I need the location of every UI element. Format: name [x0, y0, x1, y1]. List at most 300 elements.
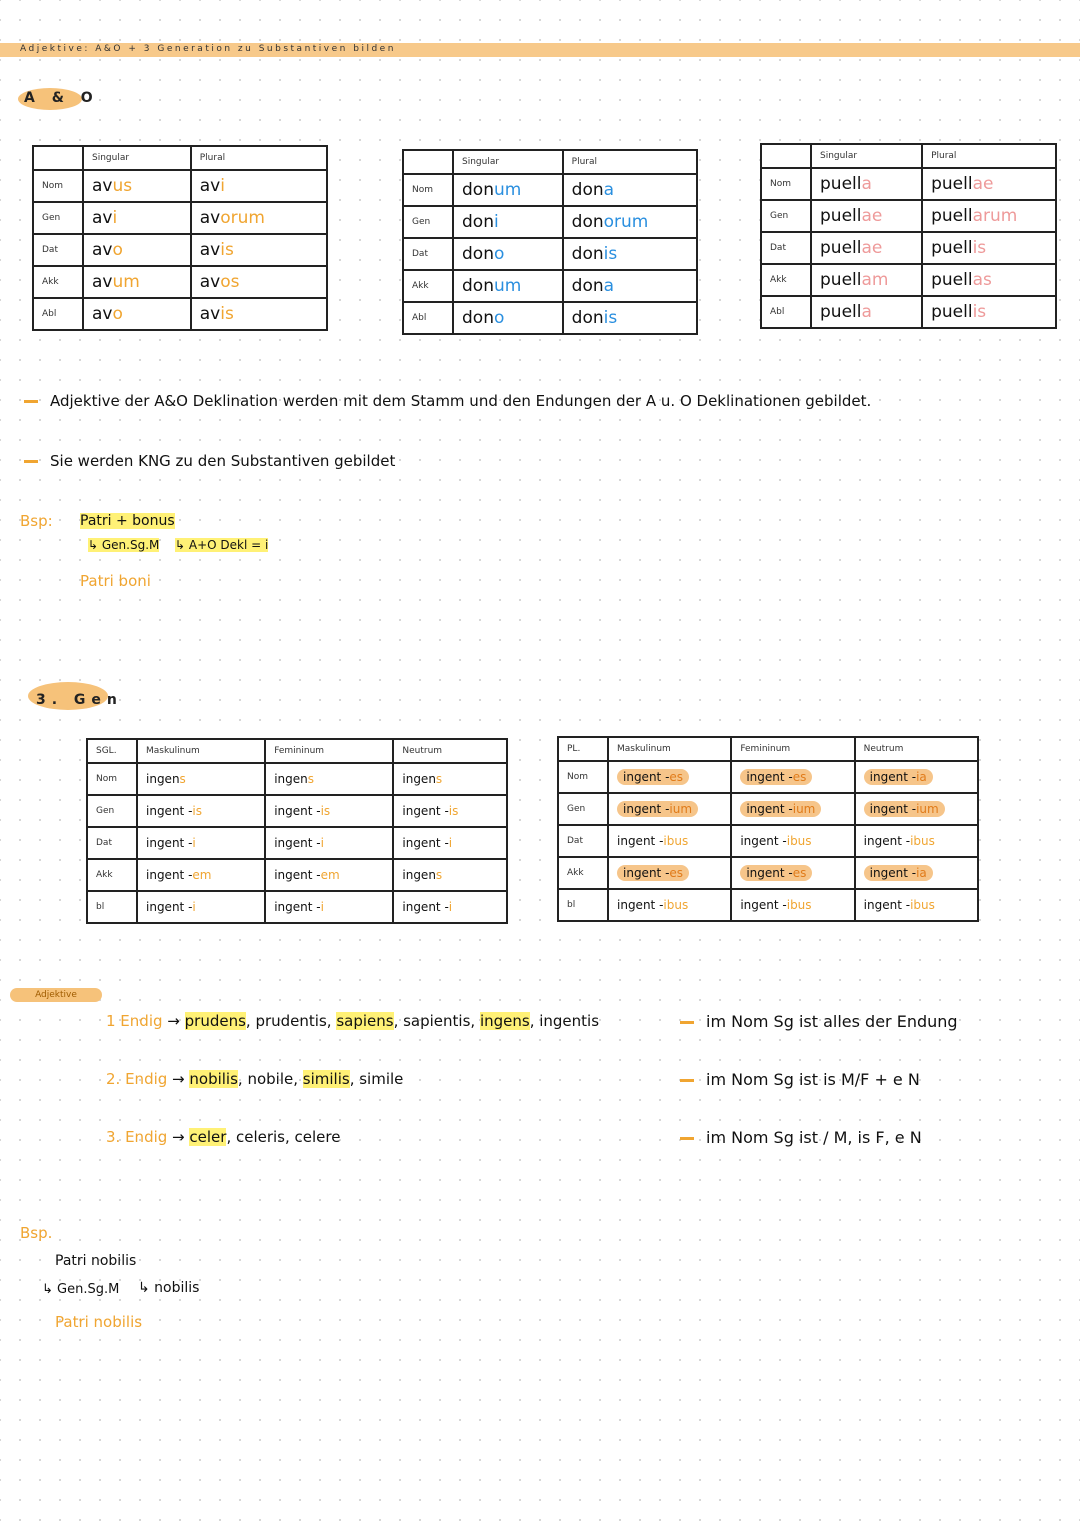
- ending-rule-2: [680, 1070, 920, 1089]
- word-ending: is: [320, 804, 331, 818]
- case-label: Nom: [558, 761, 608, 793]
- word-cell: [453, 174, 563, 206]
- example1-label: Bsp:: [20, 512, 53, 530]
- word-stem: don: [571, 212, 604, 232]
- word-ending: us: [112, 176, 133, 196]
- word-ending: is: [603, 244, 618, 264]
- word-form: [146, 900, 196, 914]
- word-stem: av: [92, 208, 113, 228]
- header-cell: Singular: [83, 146, 191, 170]
- table-row: [33, 298, 327, 330]
- word-stem: ingent -: [746, 770, 793, 784]
- case-label: Abl: [761, 296, 811, 328]
- ending-word: , prudentis: [245, 1012, 327, 1030]
- word-ending: ae: [861, 206, 883, 226]
- word-ending: is: [220, 304, 234, 324]
- table-row: [403, 206, 697, 238]
- word-stem: ingent -: [746, 866, 793, 880]
- case-label: Akk: [87, 859, 137, 891]
- word-ending: ia: [916, 866, 927, 880]
- word-cell: [137, 859, 265, 891]
- word-form: [274, 836, 324, 850]
- word-cell: [811, 232, 922, 264]
- word-ending: i: [192, 900, 196, 914]
- word-form: [617, 865, 689, 881]
- word-stem: ingent -: [402, 900, 449, 914]
- word-stem: don: [571, 276, 604, 296]
- word-stem: don: [462, 212, 494, 232]
- table-row: [761, 296, 1056, 328]
- bullet-dash: [24, 400, 38, 403]
- word-ending: o: [493, 308, 505, 328]
- word-form: [740, 834, 811, 848]
- word-ending: es: [669, 770, 684, 784]
- word-form: [146, 804, 202, 818]
- word-cell: [731, 793, 854, 825]
- word-cell: [855, 793, 978, 825]
- header-cell: [403, 150, 453, 174]
- word-stem: ingent -: [617, 834, 664, 848]
- table-row: [87, 891, 507, 923]
- header-cell: [33, 146, 83, 170]
- word-stem: ingent -: [869, 866, 917, 880]
- word-stem: av: [199, 272, 221, 292]
- word-form: [146, 836, 196, 850]
- word-stem: ingen: [146, 772, 180, 786]
- word-form: [864, 769, 933, 785]
- ending-label: 2. Endig: [106, 1070, 168, 1088]
- word-stem: ingent -: [274, 900, 321, 914]
- note-2: [24, 452, 395, 470]
- case-label: Akk: [403, 270, 453, 302]
- word-stem: av: [199, 208, 221, 228]
- word-stem: av: [199, 240, 221, 260]
- table-row: [761, 264, 1056, 296]
- table-row: [403, 270, 697, 302]
- word-cell: [922, 168, 1056, 200]
- word-form: [146, 772, 186, 786]
- word-cell: [265, 859, 393, 891]
- word-cell: [453, 302, 563, 334]
- word-stem: puell: [820, 238, 862, 258]
- section-3gen-title: 3. Gen: [36, 692, 123, 708]
- example2-analysis2: ↳ nobilis: [138, 1280, 200, 1296]
- word-cell: [922, 264, 1056, 296]
- note-1: [24, 392, 871, 410]
- word-form: [617, 898, 688, 912]
- word-stem: don: [462, 308, 494, 328]
- declension-table-n: [402, 149, 698, 335]
- word-form: [617, 769, 689, 785]
- word-ending: is: [192, 804, 202, 818]
- example1-analysis1-text: ↳ Gen.Sg.M: [88, 538, 160, 552]
- word-cell: [393, 827, 507, 859]
- word-cell: [811, 296, 922, 328]
- word-ending: ibus: [663, 834, 689, 848]
- word-stem: puell: [931, 174, 973, 194]
- page-title: Adjektive: A&O + 3 Generation zu Substantiven bilden: [20, 44, 396, 54]
- word-stem: ingent -: [402, 804, 449, 818]
- word-form: [864, 865, 933, 881]
- word-ending: i: [320, 836, 324, 850]
- word-stem: don: [462, 244, 494, 264]
- word-cell: [922, 232, 1056, 264]
- ending-word: ,: [470, 1012, 480, 1030]
- word-cell: [563, 206, 697, 238]
- word-ending: s: [307, 772, 314, 786]
- word-stem: ingent -: [740, 834, 787, 848]
- ending-word: ingens: [479, 1012, 530, 1030]
- example2-phrase: Patri nobilis: [55, 1253, 137, 1269]
- bullet-dash: [24, 460, 38, 463]
- word-cell: [855, 825, 978, 857]
- word-ending: o: [112, 240, 123, 260]
- word-cell: [608, 889, 731, 921]
- ending-word: , simile: [349, 1070, 404, 1088]
- word-stem: ingent -: [617, 898, 664, 912]
- word-stem: don: [571, 244, 604, 264]
- word-stem: ingent -: [869, 802, 917, 816]
- ending-word: similis: [302, 1070, 350, 1088]
- word-cell: [922, 296, 1056, 328]
- word-cell: [811, 168, 922, 200]
- example1-analysis2: [175, 538, 268, 552]
- case-label: Nom: [403, 174, 453, 206]
- word-cell: [563, 238, 697, 270]
- table-header-row: [403, 150, 697, 174]
- word-cell: [83, 234, 191, 266]
- note-2-text: Sie werden KNG zu den Substantiven gebildet: [50, 452, 396, 470]
- word-cell: [453, 270, 563, 302]
- header-cell: Femininum: [731, 737, 854, 761]
- table-header-row: [87, 739, 507, 763]
- case-label: Abl: [403, 302, 453, 334]
- example1-analysis1: [88, 538, 159, 552]
- table-row: [33, 234, 327, 266]
- example2-analysis1: ↳ Gen.Sg.M: [42, 1282, 120, 1297]
- header-cell: SGL.: [87, 739, 137, 763]
- case-label: Dat: [558, 825, 608, 857]
- word-ending: ibus: [786, 834, 812, 848]
- word-form: [740, 865, 812, 881]
- word-cell: [855, 857, 978, 889]
- word-form: [402, 868, 442, 882]
- table-header-row: [558, 737, 978, 761]
- table-row: [558, 857, 978, 889]
- word-stem: ingent -: [146, 868, 193, 882]
- word-cell: [811, 264, 922, 296]
- header-cell: [761, 144, 811, 168]
- word-stem: puell: [820, 270, 862, 290]
- case-label: Nom: [33, 170, 83, 202]
- table-header-row: [761, 144, 1056, 168]
- word-ending: i: [220, 176, 225, 196]
- word-ending: um: [493, 180, 522, 200]
- word-cell: [137, 891, 265, 923]
- word-cell: [83, 170, 191, 202]
- word-form: [617, 801, 698, 817]
- header-cell: Neutrum: [393, 739, 507, 763]
- word-stem: puell: [820, 174, 862, 194]
- bullet-dash: [680, 1137, 694, 1140]
- word-ending: i: [192, 836, 196, 850]
- word-cell: [191, 298, 327, 330]
- word-stem: ingent -: [274, 868, 321, 882]
- word-stem: puell: [820, 302, 862, 322]
- ending-line-2: [106, 1070, 403, 1088]
- header-cell: Femininum: [265, 739, 393, 763]
- adjektive-label: Adjektive: [10, 988, 102, 1002]
- bullet-dash: [680, 1079, 694, 1082]
- word-cell: [453, 238, 563, 270]
- word-ending: ium: [792, 802, 816, 816]
- word-stem: puell: [931, 270, 973, 290]
- word-ending: a: [603, 276, 615, 296]
- word-stem: puell: [820, 206, 862, 226]
- word-cell: [563, 302, 697, 334]
- word-ending: ae: [861, 238, 883, 258]
- table-row: [761, 232, 1056, 264]
- word-stem: don: [571, 180, 604, 200]
- word-ending: a: [861, 174, 872, 194]
- header-cell: Maskulinum: [608, 737, 731, 761]
- ending-word: prudens: [184, 1012, 246, 1030]
- word-stem: ingent -: [623, 802, 670, 816]
- word-ending: es: [669, 866, 684, 880]
- word-stem: ingen: [402, 868, 436, 882]
- gen3-singular-table: [86, 738, 508, 924]
- ending-word: celer: [189, 1128, 227, 1146]
- word-form: [274, 772, 314, 786]
- word-form: [864, 834, 935, 848]
- example1-analysis2-text: ↳ A+O Dekl = i: [175, 538, 269, 552]
- case-label: Nom: [761, 168, 811, 200]
- ending-word: , sapientis: [393, 1012, 471, 1030]
- case-label: Gen: [33, 202, 83, 234]
- word-stem: ingent -: [274, 804, 321, 818]
- word-stem: av: [92, 304, 113, 324]
- word-ending: o: [112, 304, 123, 324]
- word-form: [274, 868, 339, 882]
- word-cell: [83, 202, 191, 234]
- ending-rule-text: im Nom Sg ist alles der Endung: [706, 1012, 958, 1031]
- word-cell: [922, 200, 1056, 232]
- table-row: [87, 795, 507, 827]
- word-ending: um: [112, 272, 140, 292]
- table-row: [558, 793, 978, 825]
- table-row: [403, 174, 697, 206]
- word-cell: [453, 206, 563, 238]
- word-ending: ibus: [910, 898, 935, 912]
- word-form: [274, 900, 324, 914]
- word-stem: ingent -: [402, 836, 449, 850]
- word-ending: a: [603, 180, 615, 200]
- word-ending: ae: [972, 174, 994, 194]
- word-cell: [731, 825, 854, 857]
- case-label: Akk: [761, 264, 811, 296]
- word-form: [402, 900, 452, 914]
- ending-line-1: [106, 1012, 599, 1030]
- table-row: [33, 170, 327, 202]
- word-ending: am: [861, 270, 889, 290]
- header-cell: Plural: [191, 146, 327, 170]
- case-label: bl: [87, 891, 137, 923]
- word-ending: ibus: [786, 898, 812, 912]
- section-ao-title: A & O: [24, 90, 99, 106]
- case-label: bl: [558, 889, 608, 921]
- ending-rule-text: im Nom Sg ist / M, is F, e N: [706, 1128, 922, 1147]
- word-ending: um: [493, 276, 522, 296]
- ending-label: 3. Endig: [106, 1128, 168, 1146]
- word-cell: [731, 857, 854, 889]
- table-row: [558, 889, 978, 921]
- word-stem: don: [571, 308, 604, 328]
- word-cell: [265, 891, 393, 923]
- word-cell: [191, 234, 327, 266]
- word-stem: ingen: [274, 772, 308, 786]
- word-form: [740, 801, 821, 817]
- word-stem: ingent -: [146, 900, 193, 914]
- word-ending: orum: [220, 208, 265, 228]
- word-stem: ingent -: [740, 898, 787, 912]
- header-cell: Plural: [922, 144, 1056, 168]
- word-ending: is: [603, 308, 618, 328]
- word-ending: is: [972, 302, 987, 322]
- word-cell: [137, 763, 265, 795]
- word-ending: orum: [603, 212, 649, 232]
- word-ending: os: [220, 272, 240, 292]
- word-cell: [265, 763, 393, 795]
- word-cell: [563, 270, 697, 302]
- table-row: [33, 266, 327, 298]
- word-ending: i: [448, 900, 453, 914]
- word-cell: [265, 795, 393, 827]
- table-row: [761, 168, 1056, 200]
- table-row: [87, 827, 507, 859]
- arrow-icon: →: [162, 1012, 185, 1030]
- case-label: Akk: [33, 266, 83, 298]
- word-cell: [608, 761, 731, 793]
- word-ending: i: [493, 212, 499, 232]
- word-cell: [563, 174, 697, 206]
- ending-word: ,: [326, 1012, 337, 1030]
- ending-word: sapiens: [336, 1012, 394, 1030]
- header-cell: Maskulinum: [137, 739, 265, 763]
- word-form: [740, 769, 812, 785]
- word-stem: ingent -: [623, 866, 670, 880]
- word-ending: es: [792, 866, 807, 880]
- header-cell: Singular: [453, 150, 563, 174]
- word-stem: ingent -: [623, 770, 670, 784]
- word-cell: [855, 889, 978, 921]
- word-cell: [83, 266, 191, 298]
- bullet-dash: [680, 1021, 694, 1024]
- example2-result: Patri nobilis: [55, 1313, 143, 1331]
- case-label: Nom: [87, 763, 137, 795]
- case-label: Dat: [403, 238, 453, 270]
- ending-line-3: [106, 1128, 340, 1146]
- word-cell: [731, 761, 854, 793]
- table-row: [403, 302, 697, 334]
- word-ending: em: [320, 868, 340, 882]
- arrow-icon: →: [167, 1128, 190, 1146]
- word-form: [274, 804, 330, 818]
- word-cell: [608, 793, 731, 825]
- word-stem: av: [92, 176, 113, 196]
- word-stem: ingent -: [863, 834, 911, 848]
- word-ending: o: [493, 244, 505, 264]
- table-row: [558, 825, 978, 857]
- word-ending: i: [320, 900, 324, 914]
- word-form: [402, 772, 442, 786]
- word-stem: ingen: [402, 772, 436, 786]
- case-label: Abl: [33, 298, 83, 330]
- word-stem: don: [462, 276, 494, 296]
- ending-rule-3: [680, 1128, 922, 1147]
- header-cell: Plural: [563, 150, 697, 174]
- word-ending: es: [792, 770, 807, 784]
- word-cell: [191, 266, 327, 298]
- table-row: [87, 859, 507, 891]
- word-cell: [393, 795, 507, 827]
- word-cell: [608, 825, 731, 857]
- word-stem: av: [199, 304, 221, 324]
- case-label: Gen: [761, 200, 811, 232]
- word-ending: is: [220, 240, 234, 260]
- word-stem: av: [92, 272, 113, 292]
- word-ending: is: [448, 804, 459, 818]
- ending-word: , celeris, celere: [226, 1128, 341, 1146]
- word-form: [617, 834, 688, 848]
- word-form: [864, 898, 935, 912]
- header-cell: Neutrum: [855, 737, 978, 761]
- word-cell: [811, 200, 922, 232]
- example1-result: Patri boni: [80, 572, 151, 590]
- word-stem: ingent -: [146, 836, 193, 850]
- word-ending: is: [972, 238, 987, 258]
- word-stem: ingent -: [274, 836, 321, 850]
- word-cell: [265, 827, 393, 859]
- case-label: Gen: [558, 793, 608, 825]
- word-ending: ibus: [663, 898, 689, 912]
- gen3-plural-table: [557, 736, 979, 922]
- case-label: Dat: [761, 232, 811, 264]
- word-ending: s: [435, 772, 443, 786]
- example1-phrase-text: Patri + bonus: [80, 513, 175, 529]
- word-ending: em: [192, 868, 212, 882]
- ending-word: , nobile: [237, 1070, 294, 1088]
- ending-word: ,: [293, 1070, 303, 1088]
- example2-label: Bsp.: [20, 1224, 53, 1242]
- ending-label: 1 Endig: [106, 1012, 163, 1030]
- word-stem: ingent -: [146, 804, 193, 818]
- word-cell: [137, 795, 265, 827]
- word-stem: puell: [931, 238, 973, 258]
- case-label: Gen: [87, 795, 137, 827]
- case-label: Dat: [33, 234, 83, 266]
- case-label: Akk: [558, 857, 608, 889]
- declension-table-f: [760, 143, 1057, 329]
- header-cell: Singular: [811, 144, 922, 168]
- word-cell: [731, 889, 854, 921]
- word-stem: ingent -: [746, 802, 793, 816]
- word-ending: ium: [916, 802, 939, 816]
- arrow-icon: →: [167, 1070, 190, 1088]
- word-cell: [191, 202, 327, 234]
- word-cell: [608, 857, 731, 889]
- ending-word: nobilis: [189, 1070, 238, 1088]
- table-row: [33, 202, 327, 234]
